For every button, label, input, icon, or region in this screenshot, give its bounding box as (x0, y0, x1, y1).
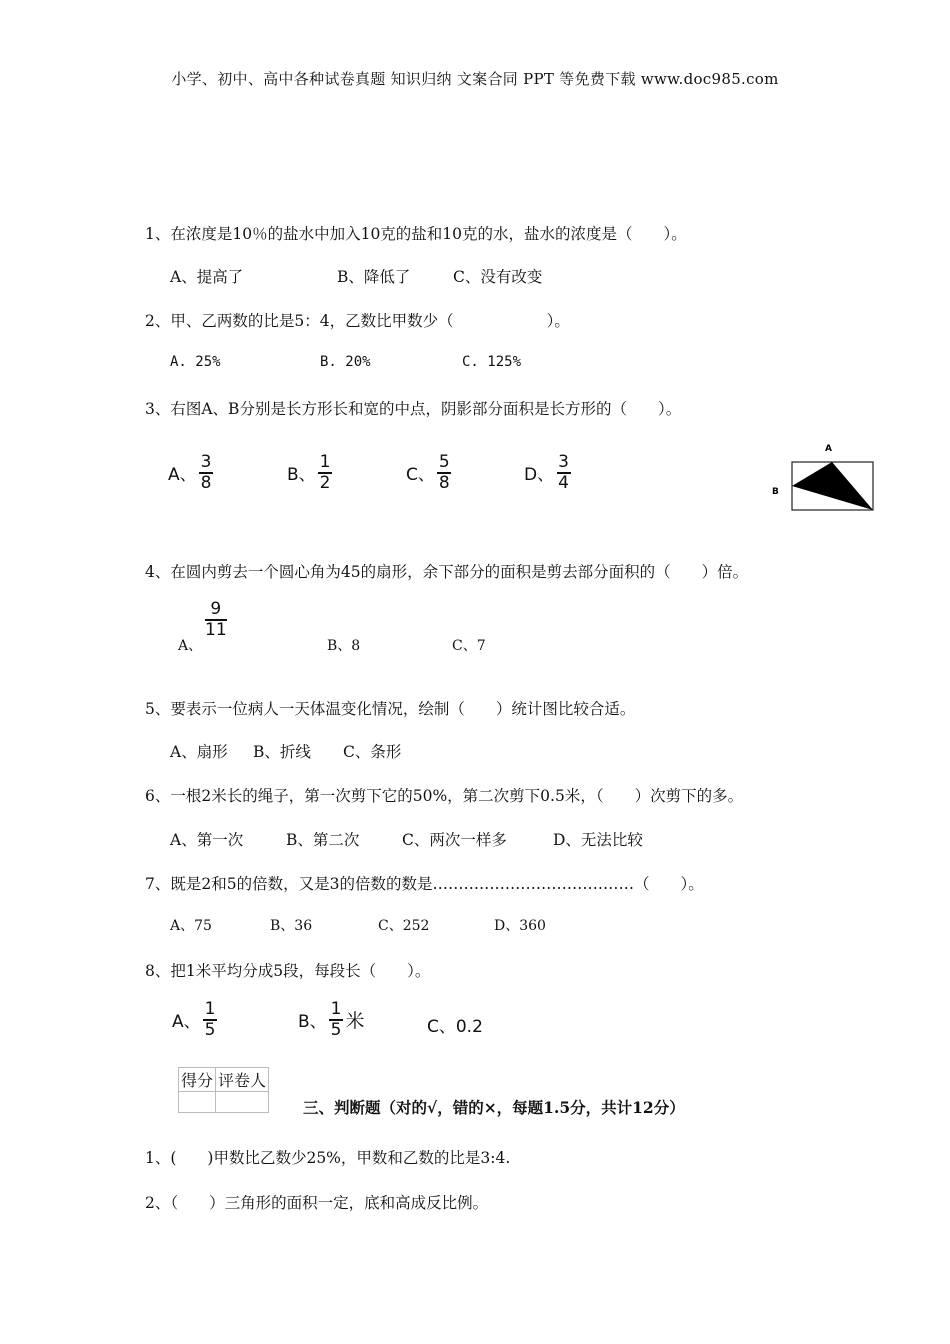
question-6: 6、一根2米长的绳子，第一次剪下它的50%，第二次剪下0.5米，（ ）次剪下的多。 (145, 787, 744, 805)
q4-option-a (203, 600, 229, 640)
q4-a-numerator: 9 (210, 599, 222, 619)
q3-option-d (524, 453, 571, 493)
rectangle-figure (765, 438, 880, 516)
q3-option-a-label: A、 (168, 465, 197, 486)
q3-option-c-label: C、 (406, 465, 435, 486)
q8-a-denominator: 5 (204, 1019, 216, 1040)
q2-option-b: B. 20% (320, 354, 371, 370)
q5-option-c: C、条形 (343, 743, 402, 761)
score-box (178, 1067, 269, 1113)
tf-item-1: 1、( )甲数比乙数少25%，甲数和乙数的比是3:4. (145, 1149, 511, 1167)
q4-option-a-label: A、 (178, 638, 203, 654)
q3-a-denominator: 8 (200, 472, 212, 493)
q3-b-denominator: 2 (319, 472, 331, 493)
q3-option-d-label: D、 (524, 465, 555, 486)
q8-b-unit: 米 (345, 1010, 365, 1033)
q8-option-c: C、0.2 (427, 1017, 483, 1037)
q3-c-numerator: 5 (438, 452, 450, 472)
question-8: 8、把1米平均分成5段，每段长（ ）。 (145, 962, 431, 980)
q6-option-a: A、第一次 (170, 831, 244, 849)
q5-option-a: A、扇形 (170, 743, 228, 761)
score-header: 得分 (179, 1068, 216, 1092)
question-2: 2、甲、乙两数的比是5：4，乙数比甲数少（ ）。 (145, 312, 570, 330)
q6-option-c: C、两次一样多 (402, 831, 507, 849)
question-1: 1、在浓度是10％的盐水中加入10克的盐和10克的水，盐水的浓度是（ ）。 (145, 225, 687, 243)
q8-option-b-label: B、 (298, 1012, 327, 1033)
q3-a-numerator: 3 (200, 452, 212, 472)
q7-option-b: B、36 (270, 918, 313, 934)
score-cell (179, 1092, 216, 1113)
q6-option-b: B、第二次 (286, 831, 360, 849)
q3-option-b (287, 453, 333, 493)
q5-option-b: B、折线 (253, 743, 311, 761)
question-5: 5、要表示一位病人一天体温变化情况，绘制（ ）统计图比较合适。 (145, 700, 636, 718)
q2-option-c: C. 125% (462, 354, 522, 370)
section-3-title: 三、判断题（对的√，错的×，每题1.5分，共计12分） (303, 1098, 685, 1117)
q3-option-c (406, 453, 452, 493)
q7-option-a: A、75 (170, 918, 212, 934)
q8-b-denominator: 5 (330, 1019, 342, 1040)
q3-b-numerator: 1 (319, 452, 331, 472)
q4-option-c: C、7 (452, 638, 486, 654)
q1-option-a: A、提高了 (170, 268, 244, 286)
q1-option-b: B、降低了 (337, 268, 411, 286)
figure-label-b: B (772, 487, 779, 497)
q3-d-numerator: 3 (558, 452, 569, 472)
q8-option-a-label: A、 (172, 1012, 201, 1033)
q3-c-denominator: 8 (438, 472, 450, 493)
q7-option-c: C、252 (378, 918, 430, 934)
q4-option-b: B、8 (327, 638, 361, 654)
grader-header: 评卷人 (216, 1068, 269, 1092)
question-4: 4、在圆内剪去一个圆心角为45的扇形，余下部分的面积是剪去部分面积的（ ）倍。 (145, 563, 749, 581)
q1-option-c: C、没有改变 (453, 268, 543, 286)
q8-a-numerator: 1 (204, 999, 216, 1019)
q8-b-numerator: 1 (330, 999, 342, 1019)
q2-option-a: A. 25% (170, 354, 221, 370)
q8-option-a (172, 1000, 217, 1040)
question-3: 3、右图A、B分别是长方形长和宽的中点，阴影部分面积是长方形的（ ）。 (145, 400, 682, 418)
grader-cell (216, 1092, 269, 1113)
question-7: 7、既是2和5的倍数，又是3的倍数的数是…………………………………（ ）。 (145, 875, 704, 893)
q7-option-d: D、360 (494, 918, 546, 934)
q3-option-b-label: B、 (287, 465, 316, 486)
page-header: 小学、初中、高中各种试卷真题 知识归纳 文案合同 PPT 等免费下载 www.doc985.com (171, 70, 779, 88)
q8-option-b (298, 1000, 365, 1040)
tf-item-2: 2、（ ）三角形的面积一定，底和高成反比例。 (145, 1194, 489, 1212)
q3-option-a (168, 453, 213, 493)
q3-d-denominator: 4 (558, 472, 569, 493)
q4-a-denominator: 11 (205, 619, 227, 640)
figure-label-a: A (825, 444, 832, 454)
shaded-triangle (792, 462, 873, 510)
q6-option-d: D、无法比较 (553, 831, 643, 849)
